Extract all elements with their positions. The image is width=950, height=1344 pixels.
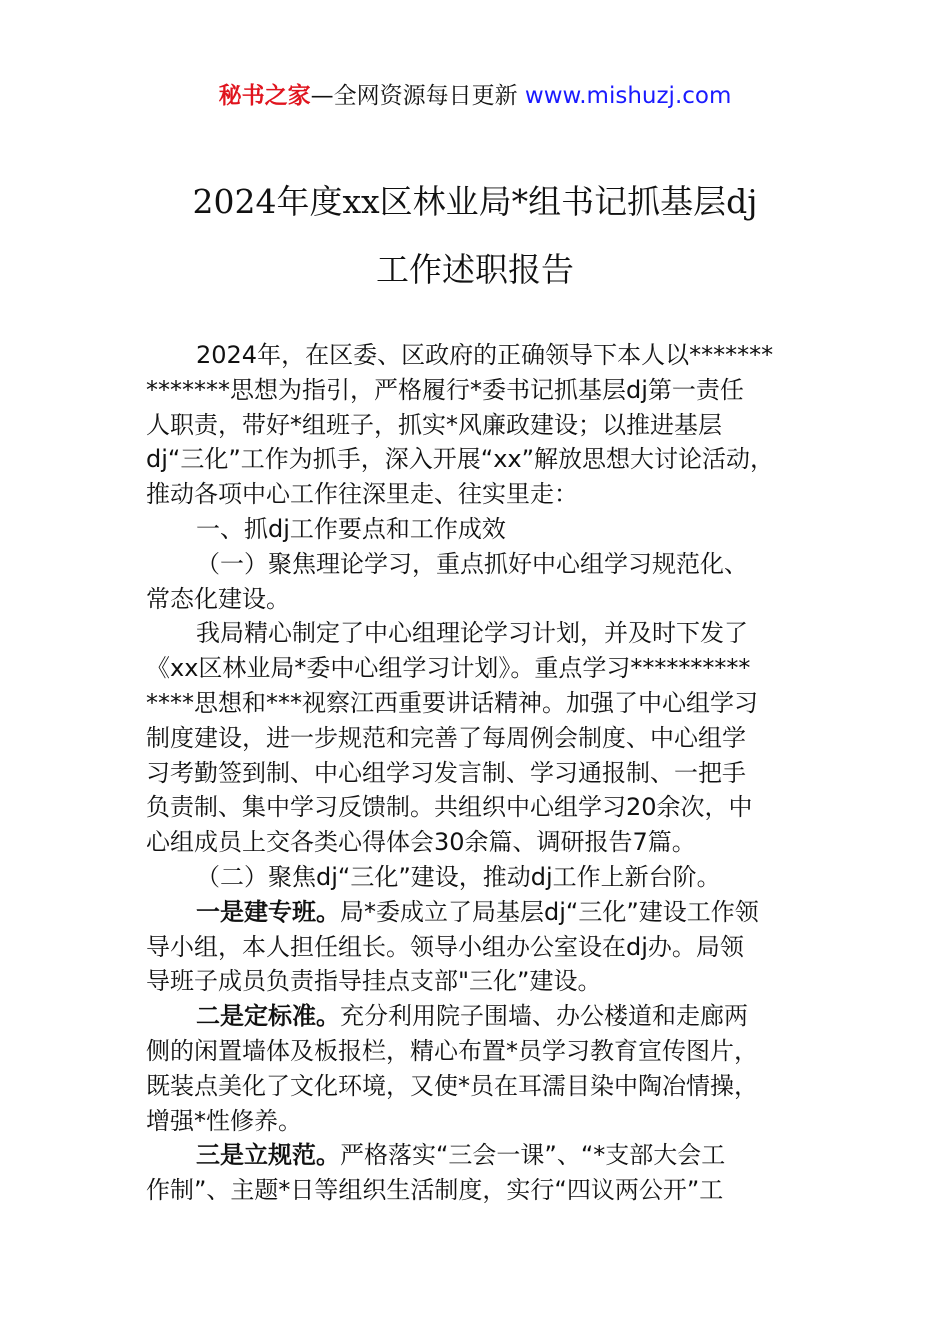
text-line: 既装点美化了文化环境，又使*员在耳濡目染中陶冶情操， <box>146 1071 758 1100</box>
text-line: 常态化建设。 <box>146 584 290 613</box>
text-line: 导班子成员负责指导挂点支部"三化”建设。 <box>146 967 602 996</box>
section-heading: 一、抓dj工作要点和工作成效 <box>196 514 506 543</box>
subsection-heading: （二）聚焦dj“三化”建设，推动dj工作上新台阶。 <box>196 862 721 891</box>
text-line: 作制”、主题*日等组织生活制度，实行“四议两公开”工 <box>146 1176 724 1205</box>
line-text: 局*委成立了局基层dj“三化”建设工作领 <box>340 897 759 926</box>
subsection-heading: （一）聚焦理论学习，重点抓好中心组学习规范化、 <box>196 549 748 578</box>
text-line: 侧的闲置墙体及板报栏，精心布置*员学习教育宣传图片， <box>146 1036 758 1065</box>
bold-lead: 三是立规范。 <box>196 1141 340 1170</box>
text-line: 心组成员上交各类心得体会30余篇、调研报告7篇。 <box>146 828 696 857</box>
text-line: 负责制、集中学习反馈制。共组织中心组学习20余次，中 <box>146 793 753 822</box>
text-line: 《xx区林业局*委中心组学习计划》。重点学习********** <box>146 654 751 683</box>
bold-lead: 二是定标准。 <box>196 1002 340 1031</box>
text-line: 我局精心制定了中心组理论学习计划，并及时下发了 <box>196 619 748 648</box>
text-line <box>146 895 806 930</box>
text-line: 2024年，在区委、区政府的正确领导下本人以******* <box>196 341 774 369</box>
text-line: 推动各项中心工作往深里走、往实里走： <box>146 480 578 509</box>
text-line: dj“三化”工作为抓手，深入开展“xx”解放思想大讨论活动， <box>146 445 775 474</box>
line-text: 充分利用院子围墙、办公楼道和走廊两 <box>340 1002 748 1031</box>
header-slogan: —全网资源每日更新 <box>310 83 525 109</box>
text-line <box>146 999 806 1034</box>
text-line: 增强*性修养。 <box>146 1106 302 1135</box>
text-line: *******思想为指引，严格履行*委书记抓基层dj第一责任 <box>146 375 744 404</box>
document-body <box>146 338 806 1208</box>
line-text: 严格落实“三会一课”、“*支部大会工 <box>340 1141 726 1170</box>
bold-lead: 一是建专班。 <box>196 897 340 926</box>
text-line: 制度建设，进一步规范和完善了每周例会制度、中心组学 <box>146 723 746 752</box>
brand-name: 秘书之家 <box>218 83 311 109</box>
document-title-line-2: 工作述职报告 <box>376 250 574 289</box>
text-line: 人职责，带好*组班子，抓实*风廉政建设；以推进基层 <box>146 410 722 439</box>
text-line: ****思想和***视察江西重要讲话精神。加强了中心组学习 <box>146 688 758 717</box>
text-line <box>146 1138 806 1173</box>
document-title-line-1: 2024年度xx区林业局*组书记抓基层dj <box>192 182 758 221</box>
site-header <box>0 80 950 112</box>
text-line: 习考勤签到制、中心组学习发言制、学习通报制、一把手 <box>146 758 746 787</box>
site-url[interactable]: www.mishuzj.com <box>524 83 732 109</box>
text-line: 导小组，本人担任组长。领导小组办公室设在dj办。局领 <box>146 932 744 961</box>
